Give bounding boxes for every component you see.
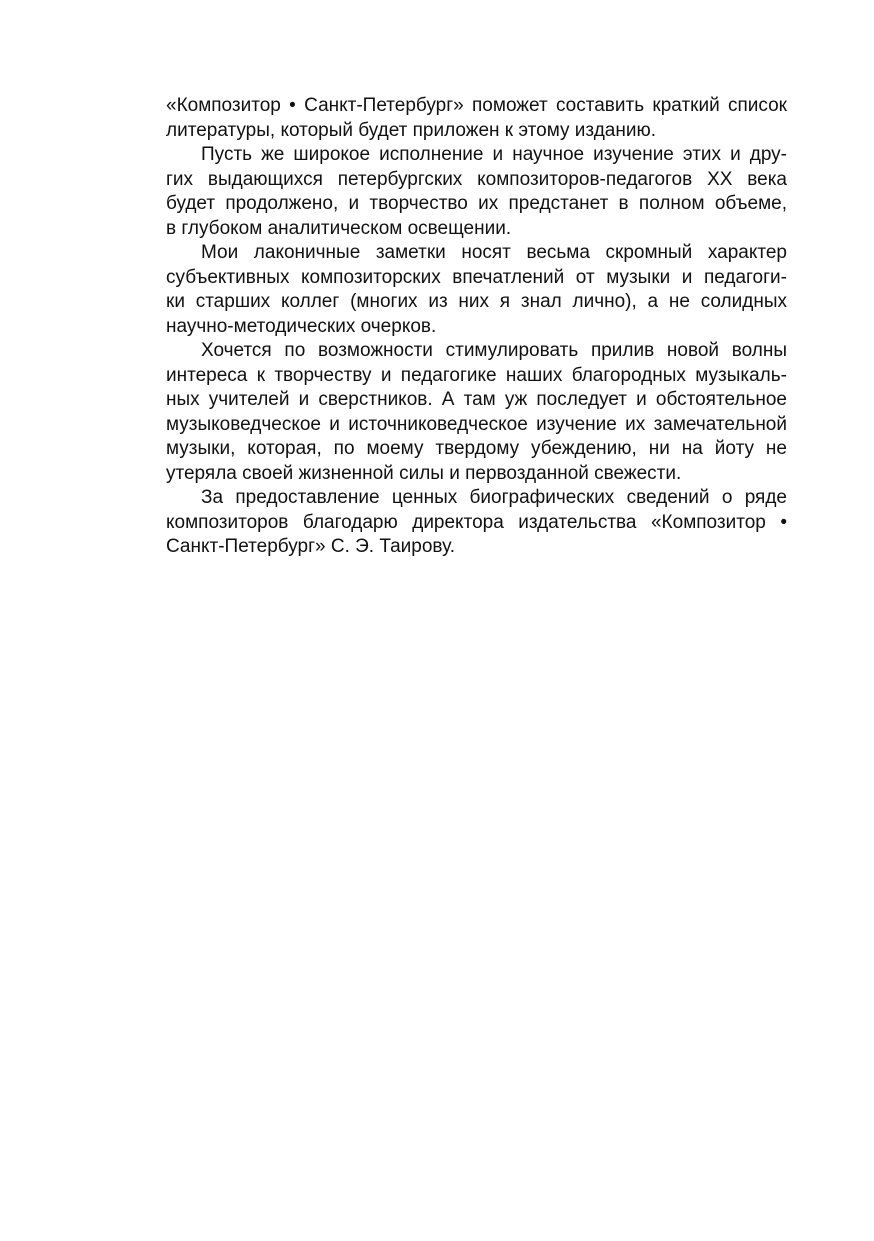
- text-line: «Композитор • Санкт-Петербург» поможет составить краткий список: [166, 95, 787, 116]
- text-line: ки старших коллег (многих из них я знал лично), а не солидных: [166, 291, 787, 312]
- paragraph-3: [131, 241, 787, 339]
- paragraph-2: [131, 143, 787, 241]
- text-line: гих выдающихся петербургских композиторов-педагогов XX века: [166, 168, 787, 190]
- text-line: За предоставление ценных биографических сведений о ряде: [201, 487, 787, 508]
- text-line: научно-методических очерков.: [166, 315, 437, 337]
- paragraph-5: [131, 486, 787, 560]
- text-line: интереса к творчеству и педагогике наших благородных музыкаль-: [166, 364, 787, 386]
- paragraph-1: [131, 94, 787, 143]
- paragraph-4: [131, 339, 787, 486]
- text-line: в глубоком аналитическом освещении.: [166, 217, 512, 239]
- text-line: Санкт-Петербург» С. Э. Таирову.: [166, 536, 455, 557]
- text-line: Хочется по возможности стимулировать прилив новой волны: [201, 340, 787, 361]
- text-line: Мои лаконичные заметки носят весьма скромный характер: [201, 242, 787, 263]
- text-line: утеряла своей жизненной силы и первозданной свежести.: [166, 462, 682, 484]
- text-line: музыковедческое и источниковедческое изучение их замечательной: [166, 413, 787, 435]
- document-page: [131, 94, 787, 560]
- text-line: литературы, который будет приложен к этому изданию.: [166, 119, 656, 141]
- text-line: будет продолжено, и творчество их предстанет в полном объеме,: [166, 193, 787, 214]
- text-line: музыки, которая, по моему твердому убеждению, ни на йоту не: [166, 438, 787, 459]
- text-line: субъективных композиторских впечатлений от музыки и педагоги-: [166, 266, 787, 288]
- text-line: Пусть же широкое исполнение и научное изучение этих и дру-: [201, 144, 787, 165]
- text-line: ных учителей и сверстников. А там уж последует и обстоятельное: [166, 389, 787, 410]
- text-line: композиторов благодарю директора издательства «Композитор •: [166, 511, 787, 533]
